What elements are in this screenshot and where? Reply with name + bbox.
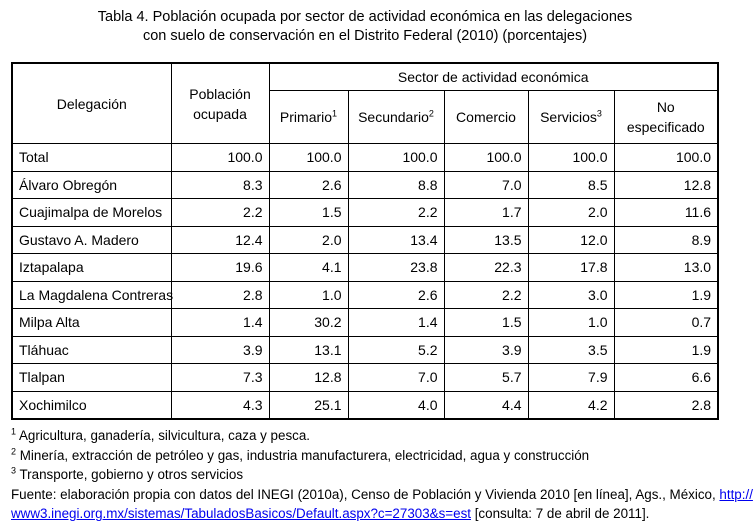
table-row xyxy=(12,391,718,419)
footnote-3-mark: 3 xyxy=(11,465,17,476)
cell-poblacion: 2.8 xyxy=(171,281,269,309)
header-secundario-label: Secundario xyxy=(358,109,429,125)
cell-primario: 12.8 xyxy=(269,364,348,392)
cell-no-especificado: 13.0 xyxy=(614,254,718,282)
cell-comercio: 22.3 xyxy=(444,254,528,282)
cell-secundario: 4.0 xyxy=(348,391,444,419)
cell-delegacion: Iztapalapa xyxy=(12,254,171,282)
cell-secundario: 13.4 xyxy=(348,226,444,254)
cell-servicios: 2.0 xyxy=(528,199,614,227)
cell-poblacion: 8.3 xyxy=(171,171,269,199)
footnote-1 xyxy=(11,426,723,446)
cell-no-especificado: 1.9 xyxy=(614,336,718,364)
table-title xyxy=(0,8,730,46)
cell-secundario: 23.8 xyxy=(348,254,444,282)
header-delegacion: Delegación xyxy=(12,63,171,144)
cell-secundario: 1.4 xyxy=(348,309,444,337)
cell-delegacion: Álvaro Obregón xyxy=(12,171,171,199)
cell-primario: 25.1 xyxy=(269,391,348,419)
cell-servicios: 1.0 xyxy=(528,309,614,337)
cell-primario: 1.5 xyxy=(269,199,348,227)
table-title-line-2: con suelo de conservación en el Distrito Federal (2010) (porcentajes) xyxy=(142,28,588,44)
cell-poblacion: 1.4 xyxy=(171,309,269,337)
cell-no-especificado: 8.9 xyxy=(614,226,718,254)
cell-delegacion: Tláhuac xyxy=(12,336,171,364)
source-link-continued[interactable]: www3.inegi.org.mx/sistemas/TabuladosBasicos/Default.aspx?c=27303&s=est xyxy=(11,506,471,521)
header-sector-actividad: Sector de actividad económica xyxy=(269,63,718,91)
cell-primario: 30.2 xyxy=(269,309,348,337)
table-row xyxy=(12,309,718,337)
header-servicios xyxy=(528,91,614,144)
cell-primario: 2.6 xyxy=(269,171,348,199)
cell-comercio: 7.0 xyxy=(444,171,528,199)
cell-no-especificado: 6.6 xyxy=(614,364,718,392)
cell-no-especificado: 1.9 xyxy=(614,281,718,309)
cell-comercio: 4.4 xyxy=(444,391,528,419)
cell-comercio: 3.9 xyxy=(444,336,528,364)
cell-delegacion: Xochimilco xyxy=(12,391,171,419)
cell-comercio: 1.5 xyxy=(444,309,528,337)
footnote-2-mark: 2 xyxy=(11,446,17,457)
cell-comercio: 2.2 xyxy=(444,281,528,309)
cell-delegacion: Milpa Alta xyxy=(12,309,171,337)
cell-poblacion: 100.0 xyxy=(171,144,269,172)
table-row xyxy=(12,254,718,282)
cell-primario: 4.1 xyxy=(269,254,348,282)
table-row xyxy=(12,144,718,172)
header-secundario-footnote-mark: 2 xyxy=(428,108,434,119)
cell-servicios: 3.5 xyxy=(528,336,614,364)
header-comercio: Comercio xyxy=(444,91,528,144)
cell-secundario: 100.0 xyxy=(348,144,444,172)
cell-servicios: 17.8 xyxy=(528,254,614,282)
cell-delegacion: Total xyxy=(12,144,171,172)
cell-poblacion: 19.6 xyxy=(171,254,269,282)
cell-no-especificado: 0.7 xyxy=(614,309,718,337)
cell-comercio: 13.5 xyxy=(444,226,528,254)
cell-delegacion: La Magdalena Contreras xyxy=(12,281,171,309)
cell-poblacion: 7.3 xyxy=(171,364,269,392)
source-link[interactable]: http:// xyxy=(719,486,753,502)
table-title-line-1: Tabla 4. Población ocupada por sector de actividad económica en las delegaciones xyxy=(97,9,633,25)
header-poblacion-ocupada: Población ocupada xyxy=(171,63,269,144)
cell-secundario: 7.0 xyxy=(348,364,444,392)
cell-no-especificado: 12.8 xyxy=(614,171,718,199)
table-row xyxy=(12,199,718,227)
footnotes xyxy=(11,426,753,524)
cell-primario: 100.0 xyxy=(269,144,348,172)
cell-primario: 1.0 xyxy=(269,281,348,309)
cell-secundario: 2.6 xyxy=(348,281,444,309)
cell-no-especificado: 2.8 xyxy=(614,391,718,419)
cell-primario: 2.0 xyxy=(269,226,348,254)
source-line-1 xyxy=(11,485,753,505)
header-primario xyxy=(269,91,348,144)
cell-no-especificado: 100.0 xyxy=(614,144,718,172)
table-row xyxy=(12,171,718,199)
cell-comercio: 100.0 xyxy=(444,144,528,172)
cell-delegacion: Tlalpan xyxy=(12,364,171,392)
cell-servicios: 3.0 xyxy=(528,281,614,309)
cell-servicios: 8.5 xyxy=(528,171,614,199)
header-no-especificado: No especificado xyxy=(614,91,718,144)
cell-servicios: 100.0 xyxy=(528,144,614,172)
source-text: Fuente: elaboración propia con datos del INEGI (2010a), Censo de Población y Vivienda 2010 [en línea], Ags., México, xyxy=(11,486,720,502)
cell-poblacion: 3.9 xyxy=(171,336,269,364)
header-servicios-label: Servicios xyxy=(540,109,597,125)
header-primario-footnote-mark: 1 xyxy=(332,108,338,119)
cell-poblacion: 12.4 xyxy=(171,226,269,254)
cell-poblacion: 2.2 xyxy=(171,199,269,227)
footnote-2 xyxy=(11,446,723,466)
cell-no-especificado: 11.6 xyxy=(614,199,718,227)
cell-servicios: 4.2 xyxy=(528,391,614,419)
footnote-1-mark: 1 xyxy=(11,426,17,437)
cell-delegacion: Cuajimalpa de Morelos xyxy=(12,199,171,227)
source-line-2 xyxy=(11,504,723,524)
header-servicios-footnote-mark: 3 xyxy=(596,108,602,119)
footnote-1-text: Agricultura, ganadería, silvicultura, caza y pesca. xyxy=(16,428,311,443)
header-secundario xyxy=(348,91,444,144)
cell-delegacion: Gustavo A. Madero xyxy=(12,226,171,254)
cell-secundario: 8.8 xyxy=(348,171,444,199)
cell-comercio: 1.7 xyxy=(444,199,528,227)
table-row xyxy=(12,226,718,254)
table-row xyxy=(12,336,718,364)
data-table xyxy=(11,62,719,420)
cell-primario: 13.1 xyxy=(269,336,348,364)
footnote-3 xyxy=(11,465,723,485)
cell-servicios: 12.0 xyxy=(528,226,614,254)
footnote-2-text: Minería, extracción de petróleo y gas, industria manufacturera, electricidad, agua y construcción xyxy=(16,447,590,463)
table-row xyxy=(12,364,718,392)
footnote-3-text: Transporte, gobierno y otros servicios xyxy=(16,467,244,482)
table-row xyxy=(12,281,718,309)
cell-comercio: 5.7 xyxy=(444,364,528,392)
cell-servicios: 7.9 xyxy=(528,364,614,392)
header-primario-label: Primario xyxy=(279,109,333,125)
cell-secundario: 2.2 xyxy=(348,199,444,227)
cell-secundario: 5.2 xyxy=(348,336,444,364)
source-consulta-date: [consulta: 7 de abril de 2011]. xyxy=(470,506,650,521)
cell-poblacion: 4.3 xyxy=(171,391,269,419)
